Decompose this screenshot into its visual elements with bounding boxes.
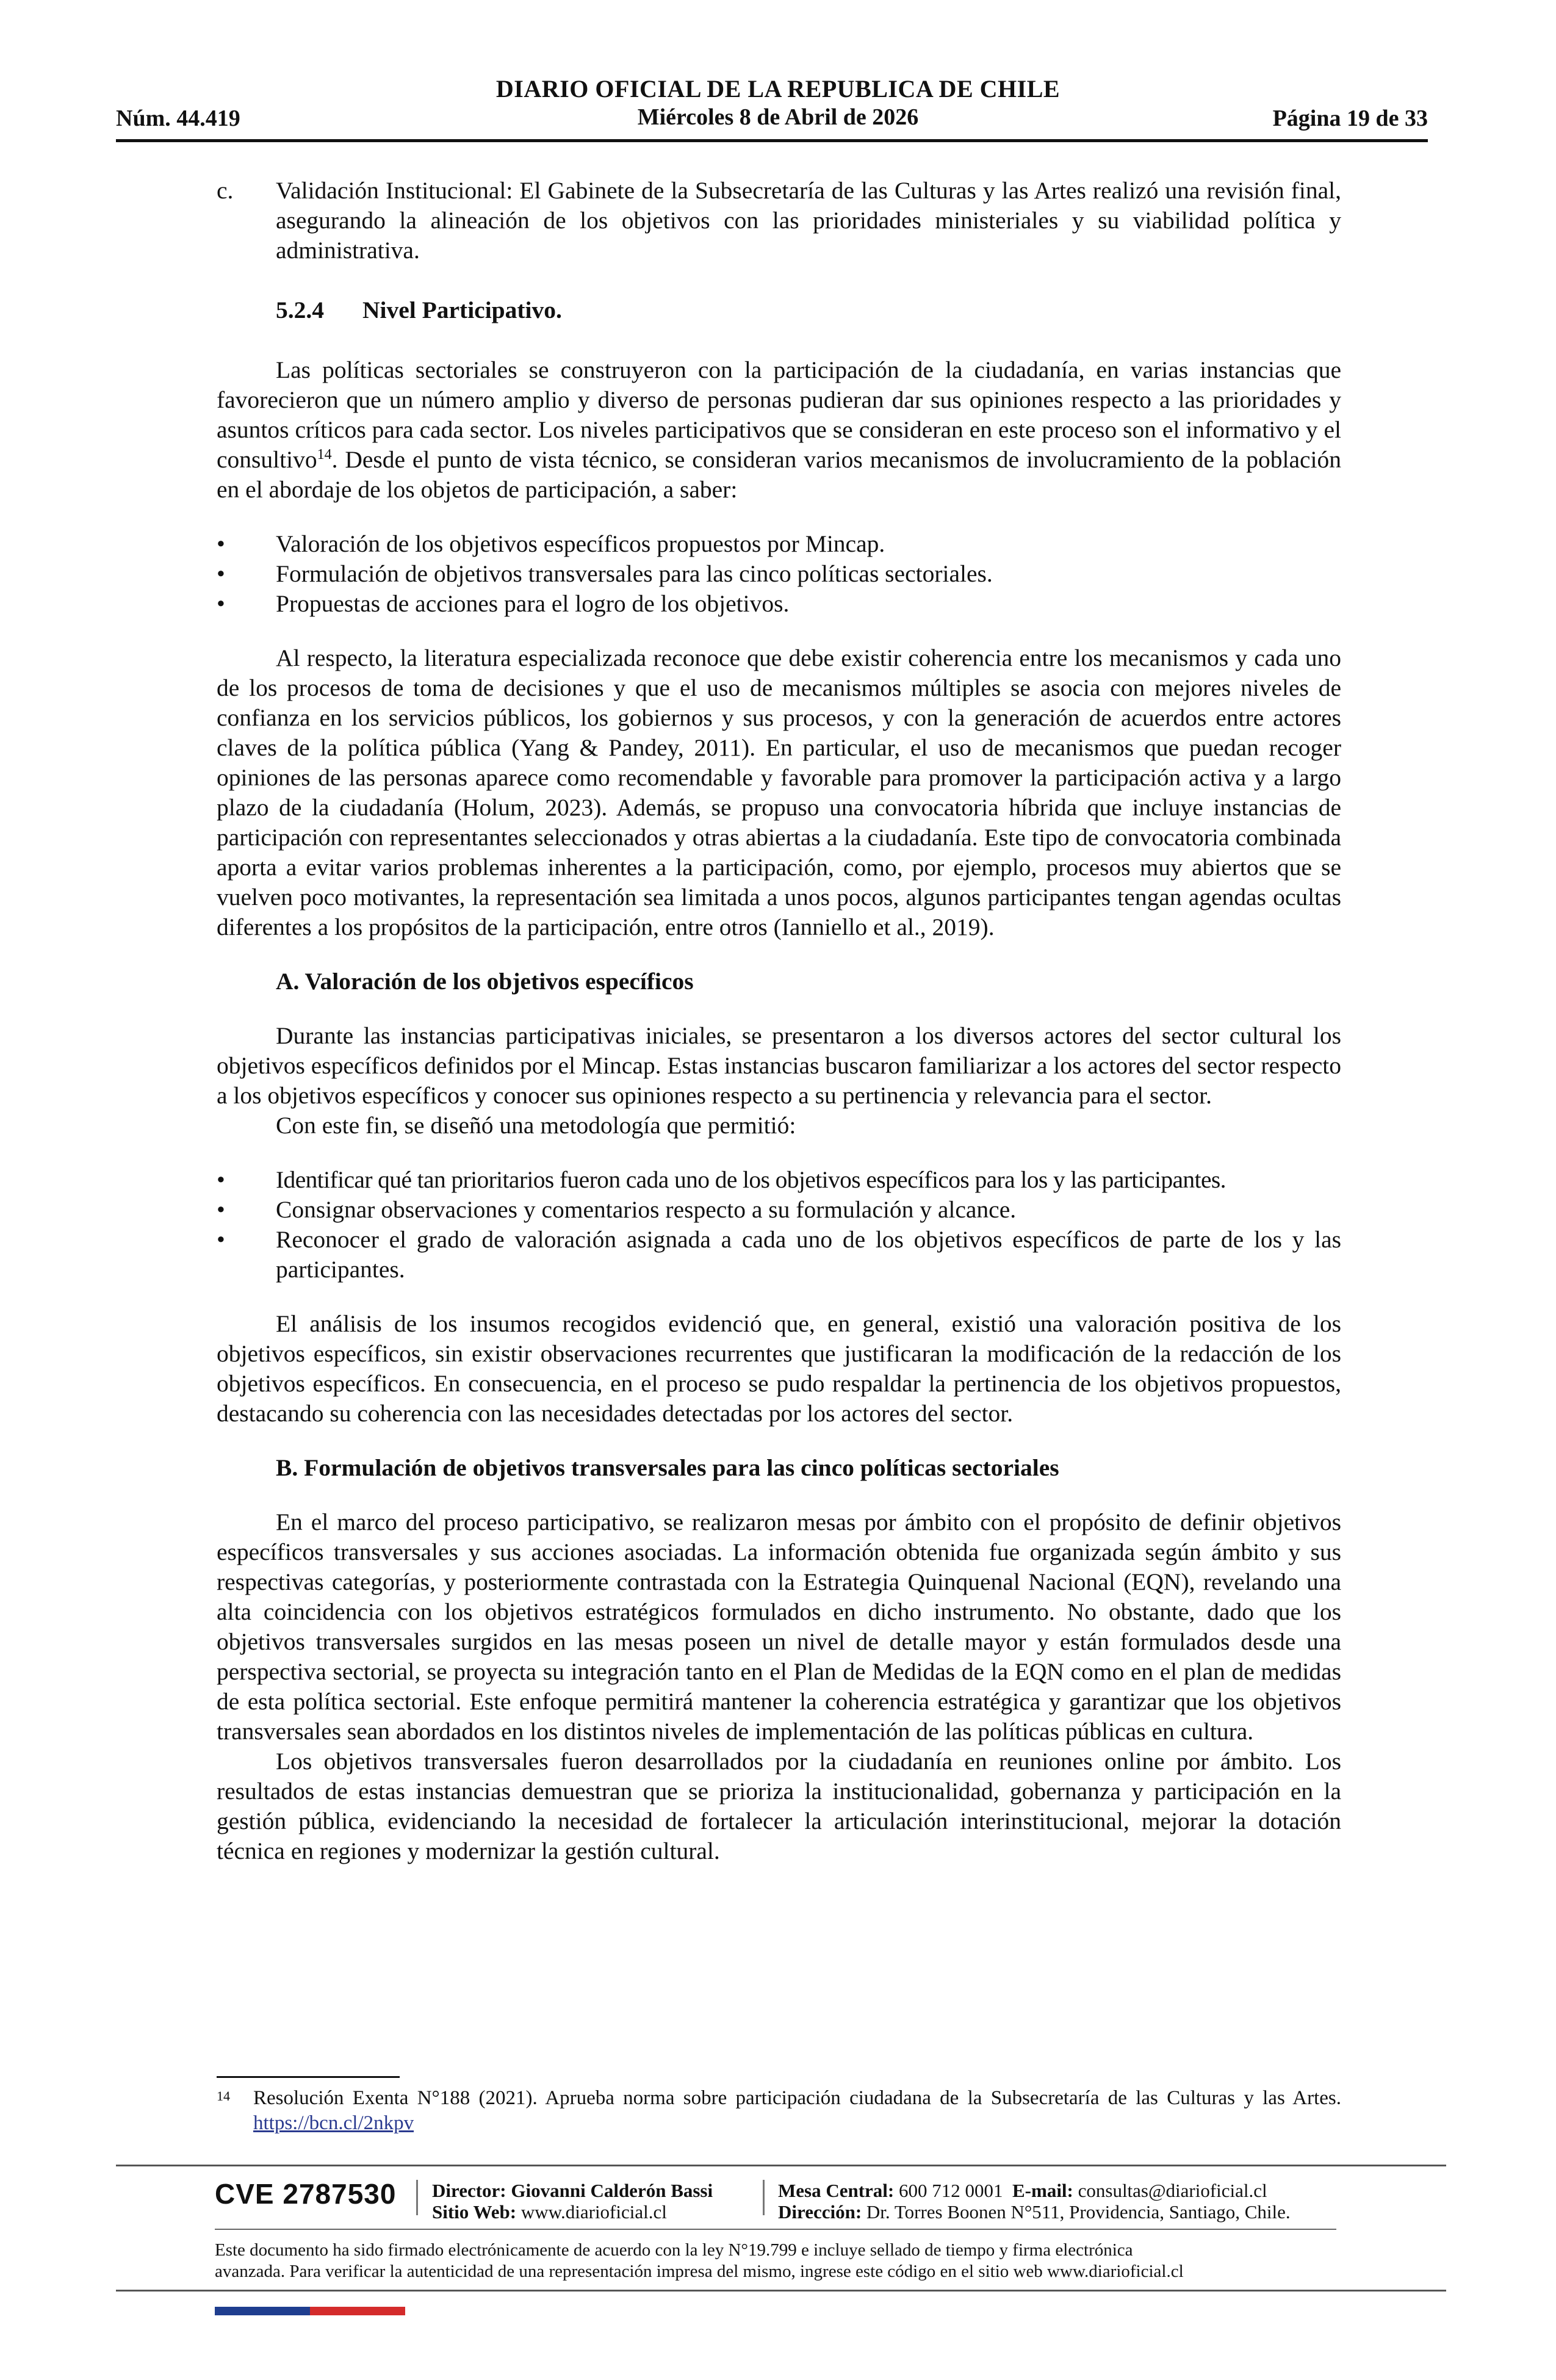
legal-line: Este documento ha sido firmado electrónicamente de acuerdo con la ley N°19.799 e incluye sellado de tiempo y firma electrónica (215, 2240, 1133, 2260)
paragraph (217, 355, 1341, 505)
director-label: Director: (432, 2180, 506, 2201)
section-number: 5.2.4 (276, 297, 324, 323)
footnote-reference[interactable]: 14 (317, 446, 332, 463)
paragraph-text: Las políticas sectoriales se construyeron con la participación de la ciudadanía, en varias instancias que favorecieron que un número amplio y diverso de personas pudieran dar sus opiniones respecto a las prioridades y asuntos críticos para cada sector. Los niveles participativos que se consideran en este proceso son el informativo y el consultivo (217, 356, 1341, 473)
subsection-heading-a: A. Valoración de los objetivos específicos (276, 968, 694, 995)
page-indicator: Página 19 de 33 (1272, 106, 1428, 131)
list-marker: c. (217, 177, 234, 204)
address-label: Dirección: (778, 2201, 862, 2223)
section-title: Nivel Participativo. (362, 297, 562, 323)
footer-separator (763, 2180, 765, 2215)
footer-contact-block (778, 2180, 1291, 2223)
site-label: Sitio Web: (432, 2201, 517, 2223)
bullet-list (217, 529, 1341, 619)
flag-blue-bar (215, 2307, 310, 2315)
list-item: • Valoración de los objetivos específicos propuestos por Mincap. (217, 529, 1341, 559)
footnote-divider (217, 2076, 400, 2078)
publication-title: DIARIO OFICIAL DE LA REPUBLICA DE CHILE (495, 75, 1061, 103)
subsection-heading-b: B. Formulación de objetivos transversales para las cinco políticas sectoriales (276, 1454, 1059, 1481)
director-name: Giovanni Calderón Bassi (511, 2180, 713, 2201)
phone-value: 600 712 0001 (899, 2180, 1003, 2201)
legal-line: avanzada. Para verificar la autenticidad de una representación impresa del mismo, ingrese este código en el sitio web www.diarioficial.cl (215, 2262, 1184, 2281)
issue-date: Miércoles 8 de Abril de 2026 (637, 104, 919, 130)
email-label: E-mail: (1012, 2180, 1073, 2201)
paragraph: Los objetivos transversales fueron desarrollados por la ciudadanía en reuniones online por ámbito. Los resultados de estas instancias demuestran que se prioriza la institucionalidad, gobernanza y participación en la gestión pública, evidenciando la necesidad de fortalecer la articulación interinstitucional, mejorar la dotación técnica en regiones y modernizar la gestión cultural. (217, 1748, 1341, 1864)
phone-label: Mesa Central: (778, 2180, 895, 2201)
section-heading (217, 295, 1341, 325)
email-link[interactable]: consultas@diarioficial.cl (1078, 2180, 1267, 2201)
footnote-marker: 14 (217, 2088, 230, 2104)
footer-director-block (432, 2180, 713, 2223)
bullet-list (217, 1165, 1341, 1285)
issue-number: Núm. 44.419 (116, 106, 240, 131)
article-body (217, 176, 1341, 1866)
footer-divider (116, 2165, 1446, 2166)
paragraph: Al respecto, la literatura especializada reconoce que debe existir coherencia entre los mecanismos y cada uno de los procesos de toma de decisiones y que el uso de mecanismos múltiples se asocia con mejores niveles de confianza en los servicios públicos, los gobiernos y sus procesos, y con la generación de acuerdos entre actores claves de la política pública (Yang & Pandey, 2011). En particular, el uso de mecanismos que puedan recoger opiniones de las personas aparece como recomendable y favorable para promover la participación activa y a largo plazo de la ciudadanía (Holum, 2023). Además, se propuso una convocatoria híbrida que incluye instancias de participación con representantes seleccionados y otras abiertas a la ciudadanía. Este tipo de convocatoria combinada aporta a evitar varios problemas inherentes a la participación, como, por ejemplo, procesos muy abiertos que se vuelven poco motivantes, la representación sea limitada a unos pocos, algunos participantes tengan agendas ocultas diferentes a los propósitos de la participación, entre otros (Ianniello et al., 2019). (217, 644, 1341, 940)
footer-divider (215, 2229, 1336, 2230)
paragraph: Con este fin, se diseñó una metodología que permitió: (276, 1112, 796, 1139)
list-item-c (217, 176, 1341, 265)
list-item: • Reconocer el grado de valoración asignada a cada uno de los objetivos específicos de parte de los y las participantes. (217, 1225, 1341, 1285)
paragraph: En el marco del proceso participativo, se realizaron mesas por ámbito con el propósito de definir objetivos específicos transversales y sus acciones asociadas. La información obtenida fue organizada según ámbito y sus respectivas categorías, y posteriormente contrastada con la Estrategia Quinquenal Nacional (EQN), revelando una alta coincidencia con los objetivos estratégicos formulados en dicho instrumento. No obstante, dado que los objetivos transversales surgidos en las mesas poseen un nivel de detalle mayor y están formulados desde una perspectiva sectorial, se proyecta su integración tanto en el Plan de Medidas de la EQN como en el plan de medidas de esta política sectorial. Este enfoque permitirá mantener la coherencia estratégica y garantizar que los objetivos transversales sean abordados en los distintos niveles de implementación de las políticas públicas en cultura. (217, 1509, 1341, 1745)
footnote-text: Resolución Exenta N°188 (2021). Aprueba norma sobre participación ciudadana de la Subsecretaría de las Culturas y las Artes. (253, 2087, 1341, 2109)
list-item: • Identificar qué tan prioritarios fueron cada uno de los objetivos específicos para los y las participantes. (217, 1165, 1341, 1195)
list-item: • Consignar observaciones y comentarios respecto a su formulación y alcance. (217, 1195, 1341, 1225)
footer-separator (416, 2180, 418, 2215)
header-divider (116, 139, 1428, 142)
legal-notice (215, 2240, 1344, 2282)
paragraph: Durante las instancias participativas iniciales, se presentaron a los diversos actores del sector cultural los objetivos específicos definidos por el Mincap. Estas instancias buscaron familiarizar a los actores del sector respecto a los objetivos específicos y conocer sus opiniones respecto a su pertinencia y relevancia para el sector. (217, 1022, 1341, 1109)
cve-code: CVE 2787530 (215, 2178, 397, 2210)
list-item: • Formulación de objetivos transversales para las cinco políticas sectoriales. (217, 559, 1341, 589)
list-item-text: Validación Institucional: El Gabinete de la Subsecretaría de las Culturas y las Artes realizó una revisión final, asegurando la alineación de los objetivos con las prioridades ministeriales y su viabilidad política y administrativa. (276, 177, 1341, 264)
site-link[interactable]: www.diarioficial.cl (520, 2201, 667, 2223)
paragraph-text: . Desde el punto de vista técnico, se consideran varios mecanismos de involucramiento de la población en el abordaje de los objetos de participación, a saber: (217, 446, 1341, 503)
footnote (217, 2086, 1341, 2136)
flag-stripe (215, 2307, 405, 2315)
address-value: Dr. Torres Boonen N°511, Providencia, Santiago, Chile. (866, 2201, 1291, 2223)
flag-red-bar (310, 2307, 405, 2315)
list-item: • Propuestas de acciones para el logro de los objetivos. (217, 589, 1341, 619)
paragraph: El análisis de los insumos recogidos evidenció que, en general, existió una valoración positiva de los objetivos específicos, sin existir observaciones recurrentes que justificaran la modificación de la redacción de los objetivos específicos. En consecuencia, en el proceso se pudo respaldar la pertinencia de los objetivos propuestos, destacando su coherencia con las necesidades detectadas por los actores del sector. (217, 1310, 1341, 1427)
footnote-link[interactable]: https://bcn.cl/2nkpv (253, 2112, 414, 2134)
footer-divider (116, 2290, 1446, 2292)
